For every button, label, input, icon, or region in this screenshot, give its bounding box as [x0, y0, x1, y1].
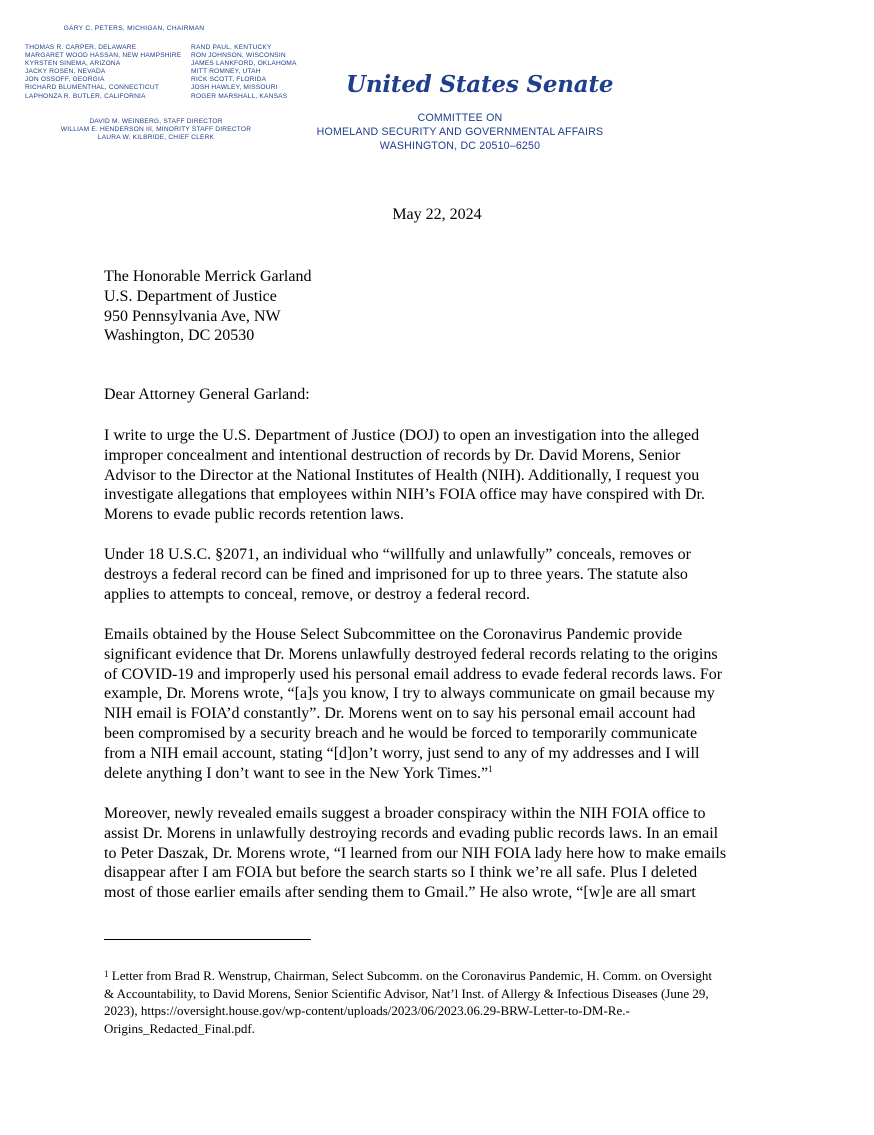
member-name: RAND PAUL, KENTUCKY [191, 44, 272, 51]
member-name: KYRSTEN SINEMA, ARIZONA [25, 60, 121, 68]
text-line: applies to attempts to conceal, remove, or destroy a federal record. [104, 585, 531, 603]
text-line: NIH email is FOIA’d constantly”. Dr. Morens went on to say his personal email account had [104, 705, 696, 723]
member-name: RON JOHNSON, WISCONSIN [191, 52, 286, 60]
text-line: destroys a federal record can be fined and imprisoned for up to three years. The statute also [104, 565, 688, 583]
member-name: JAMES LANKFORD, OKLAHOMA [191, 60, 297, 68]
paragraph-4 [104, 804, 794, 903]
address-line: Washington, DC 20530 [104, 327, 255, 345]
text-line: Emails obtained by the House Select Subcommittee on the Coronavirus Pandemic provide [104, 626, 683, 643]
footnote-reference[interactable]: 1 [488, 763, 493, 774]
staff-name: DAVID M. WEINBERG, STAFF DIRECTOR [89, 118, 223, 125]
member-name: ROGER MARSHALL, KANSAS [191, 92, 288, 100]
text-line: Morens to evade public records retention laws. [104, 506, 404, 524]
text-line: to Peter Daszak, Dr. Morens wrote, “I learned from our NIH FOIA lady here how to make emails [104, 844, 727, 862]
committee-block [300, 111, 620, 153]
member-name: RICK SCOTT, FLORIDA [191, 76, 267, 84]
text-line-content: delete anything I don’t want to see in the New York Times.” [104, 764, 489, 782]
staff-name: LAURA W. KILBRIDE, CHIEF CLERK [97, 134, 215, 142]
text-line: of COVID-19 and improperly used his personal email address to evade federal records laws. For [104, 665, 723, 683]
text-line: investigate allegations that employees within NIH’s FOIA office may have conspired with Dr. [104, 486, 705, 504]
address-line: 950 Pennsylvania Ave, NW [104, 307, 281, 325]
majority-members [25, 44, 181, 101]
footnote-number: 1 [104, 969, 109, 979]
member-name: JACKY ROSEN, NEVADA [25, 68, 106, 76]
recipient-address [104, 267, 794, 346]
footnote-divider [104, 939, 311, 940]
committee-line: COMMITTEE ON [417, 112, 503, 124]
text-line: from a NIH email account, stating “[d]on’t worry, just send to any of my addresses and I will [104, 744, 700, 762]
text-line: Under 18 U.S.C. §2071, an individual who “willfully and unlawfully” conceals, removes or [104, 546, 691, 563]
text-line: Moreover, newly revealed emails suggest a broader conspiracy within the NIH FOIA office to [104, 805, 706, 822]
member-name: JOSH HAWLEY, MISSOURI [191, 84, 278, 92]
member-name: MARGARET WOOD HASSAN, NEW HAMPSHIRE [25, 52, 182, 60]
text-line: assist Dr. Morens in unlawfully destroying records and evading public records laws. In an email [104, 824, 719, 842]
committee-line: WASHINGTON, DC 20510–6250 [379, 140, 541, 152]
committee-line: HOMELAND SECURITY AND GOVERNMENTAL AFFAIRS [316, 126, 604, 138]
footnote-line[interactable]: Origins_Redacted_Final.pdf. [104, 1020, 255, 1036]
paragraph-2 [104, 545, 794, 604]
letter-date: May 22, 2024 [392, 206, 482, 223]
minority-members [191, 44, 297, 101]
text-line: been compromised by a security breach and he would be forced to temporarily communicate [104, 724, 698, 742]
text-line: improper concealment and intentional destruction of records by Dr. David Morens, Senior [104, 446, 681, 464]
member-name: THOMAS R. CARPER, DELAWARE [25, 44, 137, 51]
paragraph-3 [104, 625, 794, 783]
footnote-line[interactable]: 2023), https://oversight.house.gov/wp-content/uploads/2023/06/2023.06.29-BRW-Letter-to-DM-Re.- [104, 1003, 630, 1018]
staff-list [0, 118, 312, 142]
footnote-text: Letter from Brad R. Wenstrup, Chairman, Select Subcomm. on the Coronavirus Pandemic, H. Comm. on Oversight [111, 968, 712, 983]
text-line: example, Dr. Morens wrote, “[a]s you know, I try to always communicate on gmail because my [104, 685, 715, 703]
text-line: significant evidence that Dr. Morens unlawfully destroyed federal records relating to the origins [104, 645, 718, 663]
salutation: Dear Attorney General Garland: [104, 386, 310, 403]
address-line: The Honorable Merrick Garland [104, 268, 312, 285]
footnote-line: & Accountability, to David Morens, Senior Scientific Advisor, Nat’l Inst. of Allergy & Infectious Diseases (June 29, [104, 985, 709, 1001]
chairman-line: GARY C. PETERS, MICHIGAN, CHAIRMAN [63, 25, 205, 32]
text-line: Advisor to the Director at the National Institutes of Health (NIH). Additionally, I request you [104, 466, 700, 484]
member-name: RICHARD BLUMENTHAL, CONNECTICUT [25, 84, 160, 92]
member-name: JON OSSOFF, GEORGIA [25, 76, 105, 84]
footnote-line [104, 966, 794, 985]
member-name: LAPHONZA R. BUTLER, CALIFORNIA [25, 92, 146, 100]
text-line: I write to urge the U.S. Department of Justice (DOJ) to open an investigation into the alleged [104, 427, 700, 444]
member-name: MITT ROMNEY, UTAH [191, 68, 261, 76]
text-line [104, 764, 794, 784]
text-line: disappear after I am FOIA but before the search starts so I think we’re all safe. Plus I deleted [104, 864, 698, 882]
address-line: U.S. Department of Justice [104, 287, 277, 305]
staff-name: WILLIAM E. HENDERSON III, MINORITY STAFF DIRECTOR [60, 126, 252, 134]
senate-wordmark: United States Senate [346, 71, 614, 98]
paragraph-1 [104, 426, 794, 525]
footnote [104, 966, 794, 1037]
text-line: most of those earlier emails after sending them to Gmail.” He also wrote, “[w]e are all smart [104, 884, 696, 902]
